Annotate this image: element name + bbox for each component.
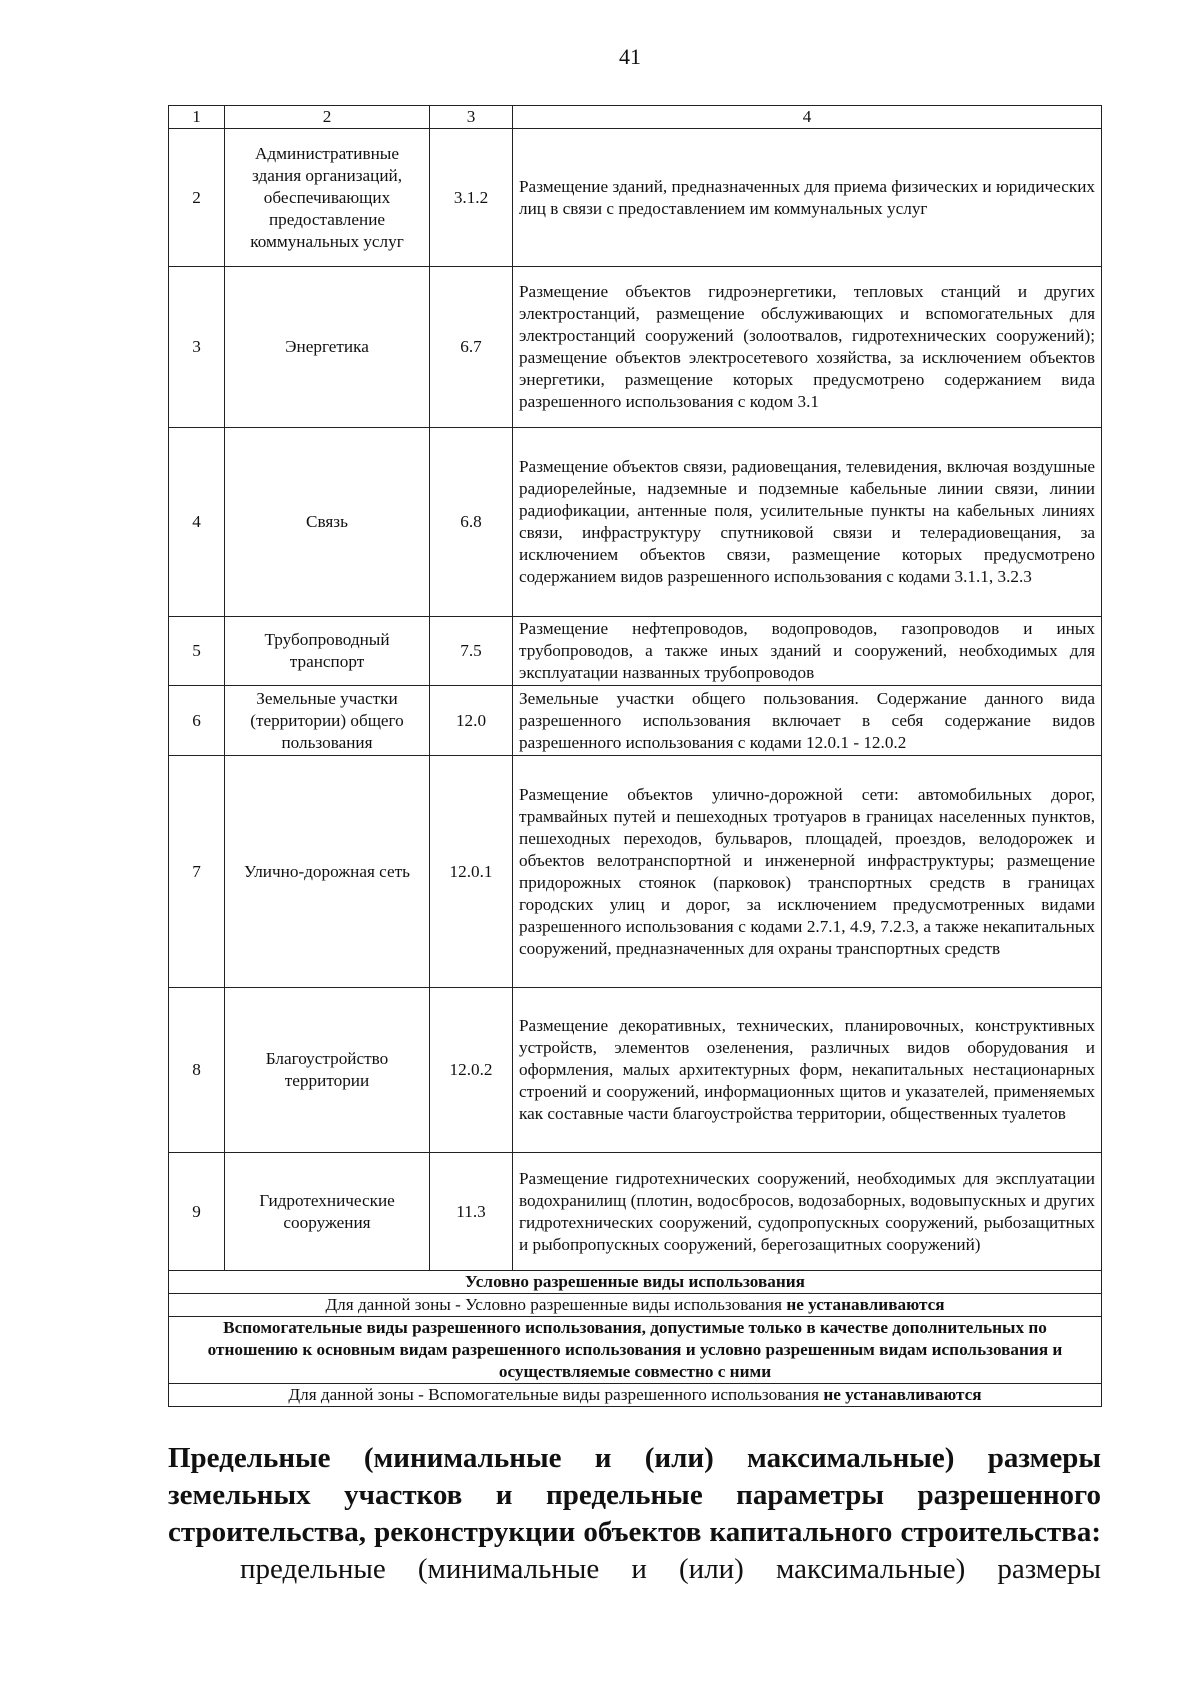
table-header-row — [169, 106, 1102, 129]
row-number: 2 — [169, 129, 225, 267]
use-code: 6.7 — [430, 267, 513, 428]
row-number: 6 — [169, 686, 225, 756]
use-description: Размещение гидротехнических сооружений, необходимых для эксплуатации водохранилищ (плотин, водосбросов, водозаборных, водовыпускных и других гидротехнических сооружений, судопропускных сооружений, рыбозащитных и рыбопропускных сооружений, берегозащитных сооружений) — [513, 1153, 1102, 1271]
use-name: Трубопроводный транспорт — [225, 617, 430, 686]
table-row — [169, 756, 1102, 988]
auxiliary-note-row — [169, 1384, 1102, 1407]
use-description: Размещение нефтепроводов, водопроводов, газопроводов и иных трубопроводов, а также иных зданий и сооружений, необходимых для эксплуатации названных трубопроводов — [513, 617, 1102, 686]
conditional-note-text: Для данной зоны - Условно разрешенные виды использования — [325, 1295, 787, 1314]
page-number: 41 — [619, 44, 641, 69]
auxiliary-note-text: Для данной зоны - Вспомогательные виды разрешенного использования — [288, 1385, 824, 1404]
table-row — [169, 988, 1102, 1153]
use-name: Гидротехнические сооружения — [225, 1153, 430, 1271]
use-name: Энергетика — [225, 267, 430, 428]
header-cell: 1 — [169, 106, 225, 129]
conditional-note-row — [169, 1294, 1102, 1317]
row-number: 9 — [169, 1153, 225, 1271]
auxiliary-note — [169, 1384, 1102, 1407]
use-description: Размещение объектов связи, радиовещания, телевидения, включая воздушные радиорелейные, надземные и подземные кабельные линии связи, линии радиофикации, антенные поля, усилительные пункты на кабельных линиях связи, инфраструктуру спутниковой связи и телерадиовещания, за исключением объектов связи, размещение которых предусмотрено содержанием видов разрешенного использования с кодами 3.1.1, 3.2.3 — [513, 428, 1102, 617]
heading-line: строительства, реконструкции объектов капитального строительства: — [168, 1516, 1101, 1548]
use-code: 12.0.2 — [430, 988, 513, 1153]
row-number: 3 — [169, 267, 225, 428]
row-number: 5 — [169, 617, 225, 686]
limits-heading — [168, 1440, 1101, 1551]
use-name: Благоустройство территории — [225, 988, 430, 1153]
header-cell: 2 — [225, 106, 430, 129]
table-row — [169, 267, 1102, 428]
auxiliary-heading: Вспомогательные виды разрешенного использования, допустимые только в качестве дополнительных по отношению к основным видам разрешенного использования и условно разрешенным видам использования и осуществляемые совместно с ними — [169, 1317, 1102, 1384]
table-row — [169, 617, 1102, 686]
land-use-table — [168, 105, 1102, 1407]
table-row — [169, 1153, 1102, 1271]
row-number: 8 — [169, 988, 225, 1153]
heading-line: Предельные (минимальные и (или) максимальные) размеры — [168, 1442, 1101, 1474]
paragraph-line: предельные (минимальные и (или) максимальные) размеры — [240, 1553, 1101, 1585]
header-cell: 4 — [513, 106, 1102, 129]
conditional-note-bold: не устанавливаются — [786, 1295, 945, 1314]
table-row — [169, 129, 1102, 267]
use-code: 7.5 — [430, 617, 513, 686]
limits-paragraph — [168, 1551, 1101, 1588]
use-description: Земельные участки общего пользования. Содержание данного вида разрешенного использования включает в себя содержание видов разрешенного использования с кодами 12.0.1 - 12.0.2 — [513, 686, 1102, 756]
use-code: 12.0 — [430, 686, 513, 756]
auxiliary-note-bold: не устанавливаются — [823, 1385, 982, 1404]
table-row — [169, 428, 1102, 617]
use-name: Улично-дорожная сеть — [225, 756, 430, 988]
use-name: Административные здания организаций, обеспечивающих предоставление коммунальных услуг — [225, 129, 430, 267]
use-code: 3.1.2 — [430, 129, 513, 267]
use-description: Размещение зданий, предназначенных для приема физических и юридических лиц в связи с предоставлением им коммунальных услуг — [513, 129, 1102, 267]
row-number: 4 — [169, 428, 225, 617]
row-number: 7 — [169, 756, 225, 988]
use-description: Размещение объектов улично-дорожной сети: автомобильных дорог, трамвайных путей и пешеходных тротуаров в границах населенных пунктов, пешеходных переходов, бульваров, площадей, проездов, велодорожек и объектов велотранспортной и инженерной инфраструктуры; размещение придорожных стоянок (парковок) транспортных средств в границах городских улиц и дорог, за исключением предусмотренных видами разрешенного использования с кодами 2.7.1, 4.9, 7.2.3, а также некапитальных сооружений, предназначенных для охраны транспортных средств — [513, 756, 1102, 988]
use-code: 11.3 — [430, 1153, 513, 1271]
conditional-note — [169, 1294, 1102, 1317]
heading-line: земельных участков и предельные параметры разрешенного — [168, 1479, 1101, 1511]
header-cell: 3 — [430, 106, 513, 129]
use-name: Связь — [225, 428, 430, 617]
conditional-heading: Условно разрешенные виды использования — [169, 1271, 1102, 1294]
use-description: Размещение объектов гидроэнергетики, тепловых станций и других электростанций, размещение обслуживающих и вспомогательных для электростанций сооружений (золоотвалов, гидротехнических сооружений); размещение объектов электросетевого хозяйства, за исключением объектов энергетики, размещение которых предусмотрено содержанием вида разрешенного использования с кодом 3.1 — [513, 267, 1102, 428]
use-description: Размещение декоративных, технических, планировочных, конструктивных устройств, элементов озеленения, различных видов оборудования и оформления, малых архитектурных форм, некапитальных нестационарных строений и сооружений, информационных щитов и указателей, применяемых как составные части благоустройства территории, общественных туалетов — [513, 988, 1102, 1153]
auxiliary-heading-row — [169, 1317, 1102, 1384]
conditional-heading-row — [169, 1271, 1102, 1294]
use-code: 12.0.1 — [430, 756, 513, 988]
table-row — [169, 686, 1102, 756]
use-name: Земельные участки (территории) общего пользования — [225, 686, 430, 756]
use-code: 6.8 — [430, 428, 513, 617]
